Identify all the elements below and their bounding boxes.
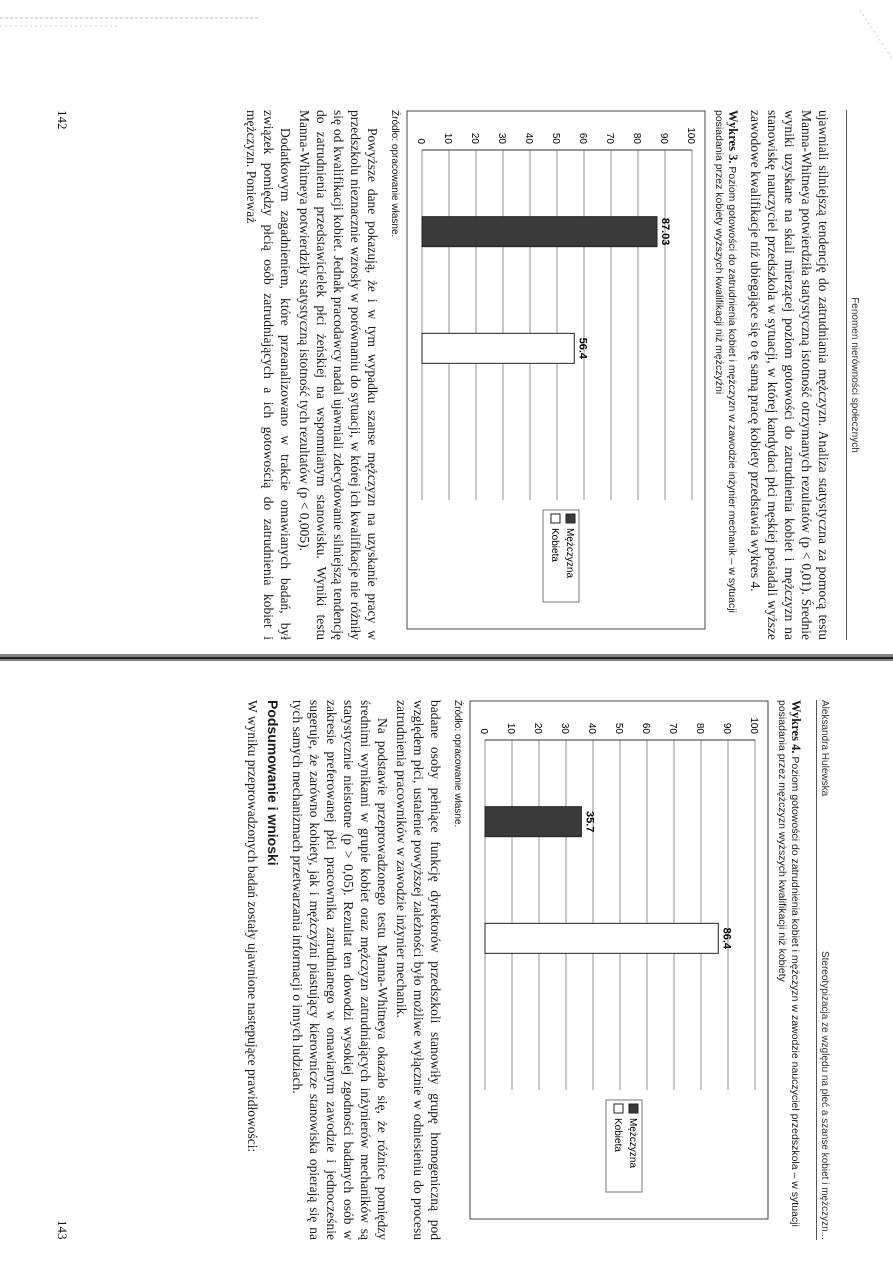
caption-label: Wykres 3. xyxy=(726,110,740,164)
bar-chart-4 xyxy=(469,700,769,1220)
section-heading: Podsumowanie i wnioski xyxy=(265,700,281,866)
legend-label: Mężczyzna xyxy=(564,528,575,579)
bar-1 xyxy=(422,333,574,363)
y-tick-label: 90 xyxy=(721,722,732,734)
y-tick-label: 50 xyxy=(550,132,561,144)
legend-swatch xyxy=(551,514,560,523)
bar-chart-3 xyxy=(406,110,706,630)
y-tick-label: 20 xyxy=(469,132,480,144)
y-tick-label: 30 xyxy=(496,132,507,144)
y-tick-label: 40 xyxy=(523,132,534,144)
legend-label: Kobieta xyxy=(549,528,560,562)
y-tick-label: 0 xyxy=(478,728,489,734)
paragraph-2: Dodatkowym zagadnieniem, które przeanalizowano w trakcie omawianych badań, był związek pomiędzy płcią osób zatrudniających a ich gotowością do zatrudnienia kobiet i mężczyzn. Ponieważ xyxy=(244,110,293,640)
paragraph-1: badane osoby pełniące funkcję dyrektorów przedszkoli stanowiły grupę homogeniczną pod względem płci, ustalenie powyższej zależności było możliwe wyłącznie w odniesieniu do procesu zatrudnienia pracowników w zawodzie inżynier mechanik. xyxy=(394,700,443,1240)
paragraph-1: Powyższe dane pokazują, że i w tym wypadku szanse mężczyzn na uzyskanie pracy w przedszkolu nieznacznie wzrosły w porównaniu do sytuacji, w której ich kwalifikacje nie różniły się od kwalifikacji kobiet. Jednak pracodawcy nadal ujawniali zdecydowanie silniejszą tendencję do zatrudnienia przedstawicielek płci żeńskiej na wspomnianym stanowisku. Wyniki testu Manna-Whitneya potwierdziły statystyczną istotność tych rezultatów (p < 0,005). xyxy=(297,110,380,640)
y-tick-label: 90 xyxy=(658,132,669,144)
y-tick-label: 20 xyxy=(532,722,543,734)
page-143 xyxy=(40,700,830,1240)
figure-caption xyxy=(775,700,802,1240)
running-head: Fenomen nierówności społecznych xyxy=(846,110,860,640)
y-tick-label: 30 xyxy=(559,722,570,734)
paragraph-3: W wyniku przeprowadzonych badań zostały ujawnione następujące prawidłowości: xyxy=(245,700,260,1153)
paragraph-2: Na podstawie przeprowadzonego testu Manna-Whitneya okazało się, że różnice pomiędzy średnimi wynikami w grupie kobiet oraz mężczyzn zatrudniających inżynierów mechaników są statystycznie nieistotne (p > 0,05). Rezultat ten dowodzi wysokiej zgodności badanych osób w zakresie preferowanej płci pracownika zatrudnianego w omawianym zawodzie i jednocześnie sugeruje, że zarówno kobiety, jak i mężczyźni piastujący kierownicze stanowiska opierają się na tych samych mechanizmach przetwarzania informacji o innych ludziach. xyxy=(290,700,390,1240)
legend-swatch xyxy=(629,1104,638,1113)
y-tick-label: 40 xyxy=(586,722,597,734)
legend-label: Kobieta xyxy=(612,1118,623,1152)
page-number: 143 xyxy=(55,1220,70,1240)
bar-0 xyxy=(485,807,581,837)
y-tick-label: 100 xyxy=(748,717,759,734)
legend-label: Mężczyzna xyxy=(627,1118,638,1169)
figure-caption xyxy=(712,110,739,640)
bar-0 xyxy=(422,217,657,247)
y-tick-label: 10 xyxy=(505,722,516,734)
y-tick-label: 70 xyxy=(604,132,615,144)
y-tick-label: 70 xyxy=(667,722,678,734)
legend-swatch xyxy=(566,514,575,523)
figure-source: Źródło: opracowanie własne. xyxy=(452,700,463,828)
data-label: 56.4 xyxy=(576,337,589,360)
y-tick-label: 60 xyxy=(577,132,588,144)
running-head xyxy=(816,700,830,1240)
y-tick-label: 80 xyxy=(694,722,705,734)
scan-artifact-top xyxy=(0,0,893,80)
paragraph-top: ujawniali silniejszą tendencję do zatrudniania mężczyzn. Analiza statystyczna za pomocą testu Manna-Whitneya potwierdziła statystyczną istotność otrzymanych rezultatów (p < 0,01). Średnie wyniki uzyskane na skali mierzącej poziom gotowości do zatrudnienia kobiet i mężczyzn na stanowiskę nauczyciel przedszkola w sytuacji, w której kandydaci płci męskiej posiadali wyższe zawodowe kwalifikacje niż ubiegające się o tę samą pracę kobiety przedstawia wykres 4. xyxy=(748,110,831,640)
figure-source: Źródło: opracowanie własne. xyxy=(389,110,400,238)
y-tick-label: 10 xyxy=(442,132,453,144)
running-head-title: Stereotypizacja ze względu na płeć a szanse kobiet i mężczyzn... xyxy=(819,950,830,1240)
y-tick-label: 0 xyxy=(415,138,426,144)
running-head-author: Aleksandra Hulewska xyxy=(819,700,830,797)
caption-label: Wykres 4. xyxy=(789,700,803,754)
y-tick-label: 60 xyxy=(640,722,651,734)
legend-swatch xyxy=(614,1104,623,1113)
caption-text: Poziom gotowości do zatrudnienia kobiet i mężczyzn w zawodzie nauczyciel przedszkola – w sytuacji posiadania przez mężczyzn wyższych kwalifikacji niż kobiety xyxy=(776,700,801,1227)
page-142 xyxy=(40,110,860,640)
data-label: 35.7 xyxy=(583,810,596,833)
data-label: 86.4 xyxy=(720,927,733,950)
bar-1 xyxy=(485,923,718,953)
y-tick-label: 80 xyxy=(631,132,642,144)
caption-text: Poziom gotowości do zatrudnienia kobiet i mężczyzn w zawodzie inżynier mechanik – w sytuacji posiadania przez kobiety wyższych kwalifikacji niż mężczyźni xyxy=(713,110,738,613)
page-gutter xyxy=(0,648,893,668)
page-number: 142 xyxy=(55,110,70,130)
y-tick-label: 100 xyxy=(685,127,696,144)
data-label: 87.03 xyxy=(658,217,671,246)
y-tick-label: 50 xyxy=(613,722,624,734)
